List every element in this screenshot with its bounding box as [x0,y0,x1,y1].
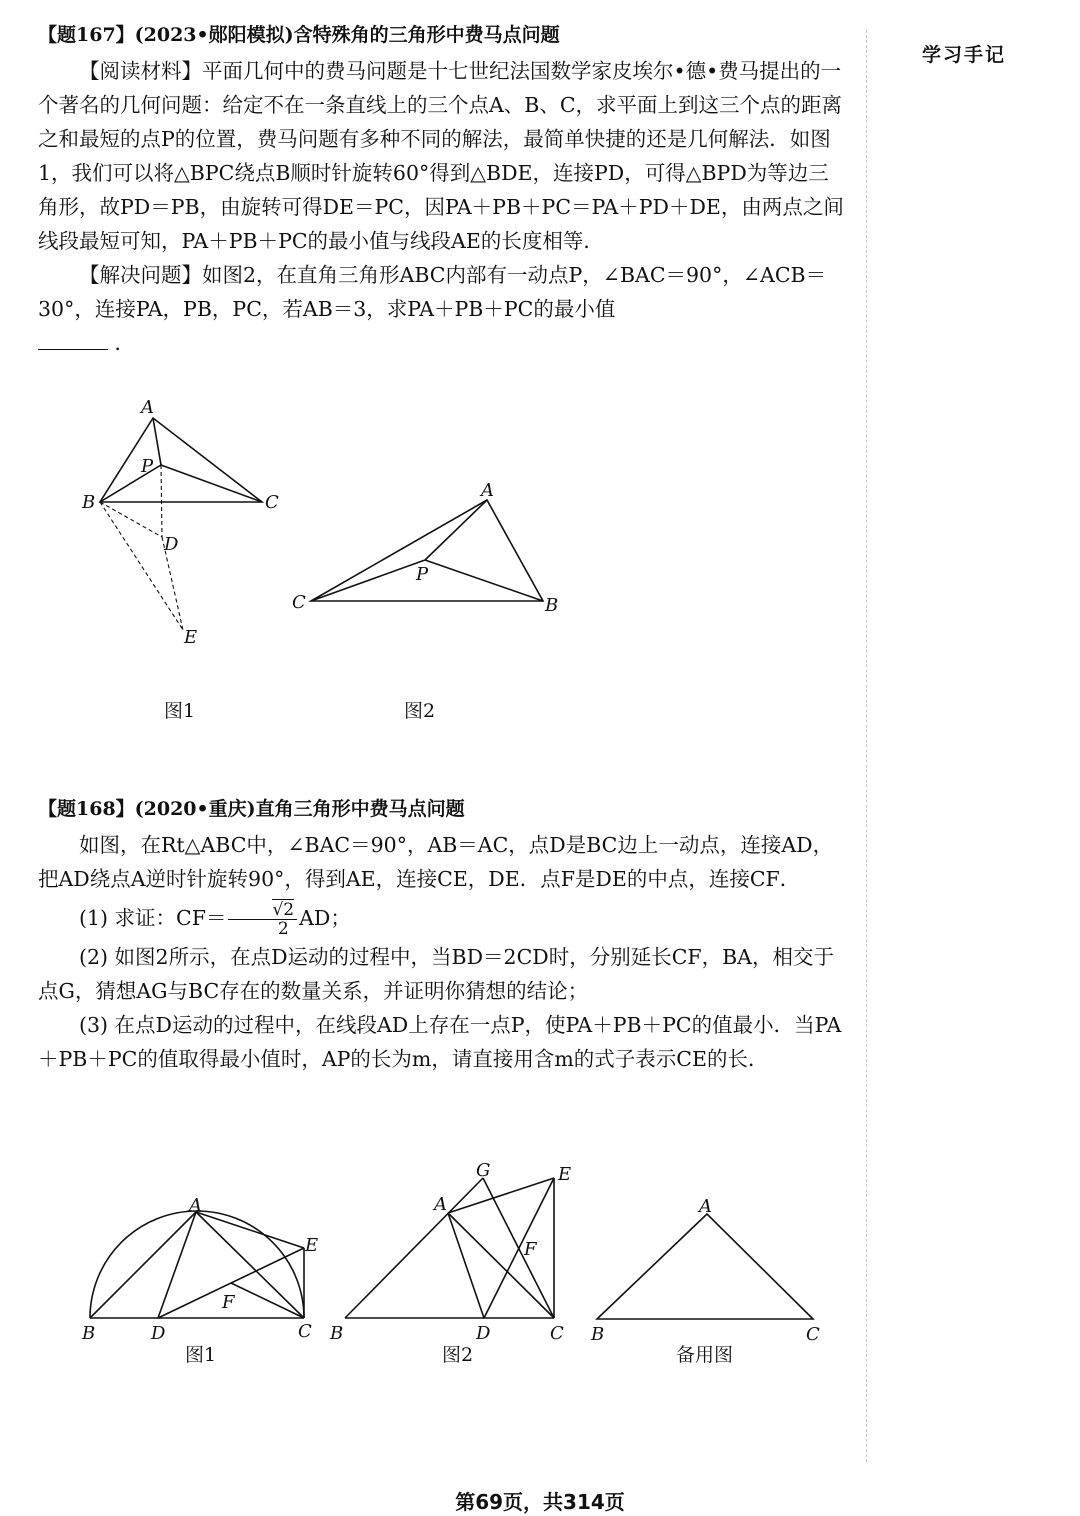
fig2-label-B: B [545,595,559,616]
problem-167-answer-line: ． [38,326,844,360]
p168-fig2-label-F: F [524,1239,537,1260]
p168-fig3-caption: 备用图 [676,1344,734,1366]
p168-fig2-label-G: G [476,1160,491,1181]
problem-168-q3: (3) 在点D运动的过程中，在线段AD上存在一点P，使PA＋PB＋PC的值最小．当PA＋PB＋PC的值取得最小值时，AP的长为m，请直接用含m的式子表示CE的长． [38,1013,842,1071]
problem-168-q2: (2) 如图2所示，在点D运动的过程中，当BD＝2CD时，分别延长CF，BA，相交于点G，猜想AG与BC存在的数量关系，并证明你猜想的结论； [38,945,834,1003]
problem-167-reading-material: 【阅读材料】平面几何中的费马问题是十七世纪法国数学家皮埃尔•德•费马提出的一个著名的几何问题：给定不在一条直线上的三个点A、B、C，求平面上到这三个点的距离之和最短的点P的位置，费马问题有多种不同的解法，最简单快捷的还是几何解法．如图1，我们可以将△BPC绕点B顺时针旋转60°得到△BDE，连接PD，可得△BPD为等边三角形，故PD＝PB，由旋转可得DE＝PC，因PA＋PB＋PC＝PA＋PD＋DE，由两点之间线段最短可知，PA＋PB＋PC的最小值与线段AE的长度相等． [38,59,844,253]
fig1-label-P: P [141,456,154,477]
fig1-label-B: B [82,492,96,513]
p168-fig3-label-B: B [591,1324,605,1345]
p168-fig2-label-E: E [558,1164,572,1185]
problem-168-heading: 【题168】(2020•重庆)直角三角形中费马点问题 [38,798,465,820]
p167-fig2-caption: 图2 [404,700,436,722]
p168-fig2-caption: 图2 [442,1344,474,1366]
p168-fig1-label-B: B [82,1323,96,1344]
p168-fig2-label-C: C [550,1323,564,1344]
p168-fig1-label-E: E [305,1235,319,1256]
problem-168-intro: 如图，在Rt△ABC中，∠BAC＝90°，AB＝AC，点D是BC边上一动点，连接AD，把AD绕点A逆时针旋转90°，得到AE，连接CE，DE．点F是DE的中点，连接CF． [38,833,834,891]
fig2-label-A: A [481,480,494,501]
problem-167-question: 【解决问题】如图2，在直角三角形ABC内部有一动点P，∠BAC＝90°，∠ACB＝30°，连接PA，PB，PC，若AB＝3，求PA＋PB＋PC的最小值 [38,263,827,321]
p168-fig2-label-B: B [330,1323,344,1344]
fig2-label-C: C [292,592,306,613]
problem-167-heading: 【题167】(2023•郧阳模拟)含特殊角的三角形中费马点问题 [38,24,560,46]
fig1-label-C: C [265,492,279,513]
p168-fig1-label-C: C [298,1321,312,1342]
p168-fig1-label-A: A [189,1195,202,1216]
p168-fig1-label-D: D [151,1323,166,1344]
study-notes-label: 学习手记 [922,44,1007,66]
fig1-label-D: D [164,534,179,555]
p168-fig1-label-F: F [222,1292,235,1313]
page-number-footer: 第69页，共314页 [455,1490,625,1514]
fig1-label-E: E [184,627,198,648]
p168-fig3-label-C: C [806,1324,820,1345]
fig2-label-P: P [416,564,429,585]
p168-fig3-label-A: A [699,1196,712,1217]
p167-fig1-caption: 图1 [164,700,196,722]
fraction-sqrt2-over-2: $\frac{√2}{2}$ [228,901,297,938]
problem-168-q1: (1) 求证：CF＝ $\frac{√2}{2}$ AD； [79,900,351,939]
p168-fig1-caption: 图1 [185,1344,217,1366]
p168-fig2-label-A: A [434,1194,447,1215]
fig1-label-A: A [141,397,154,418]
p168-fig2-label-D: D [476,1323,491,1344]
